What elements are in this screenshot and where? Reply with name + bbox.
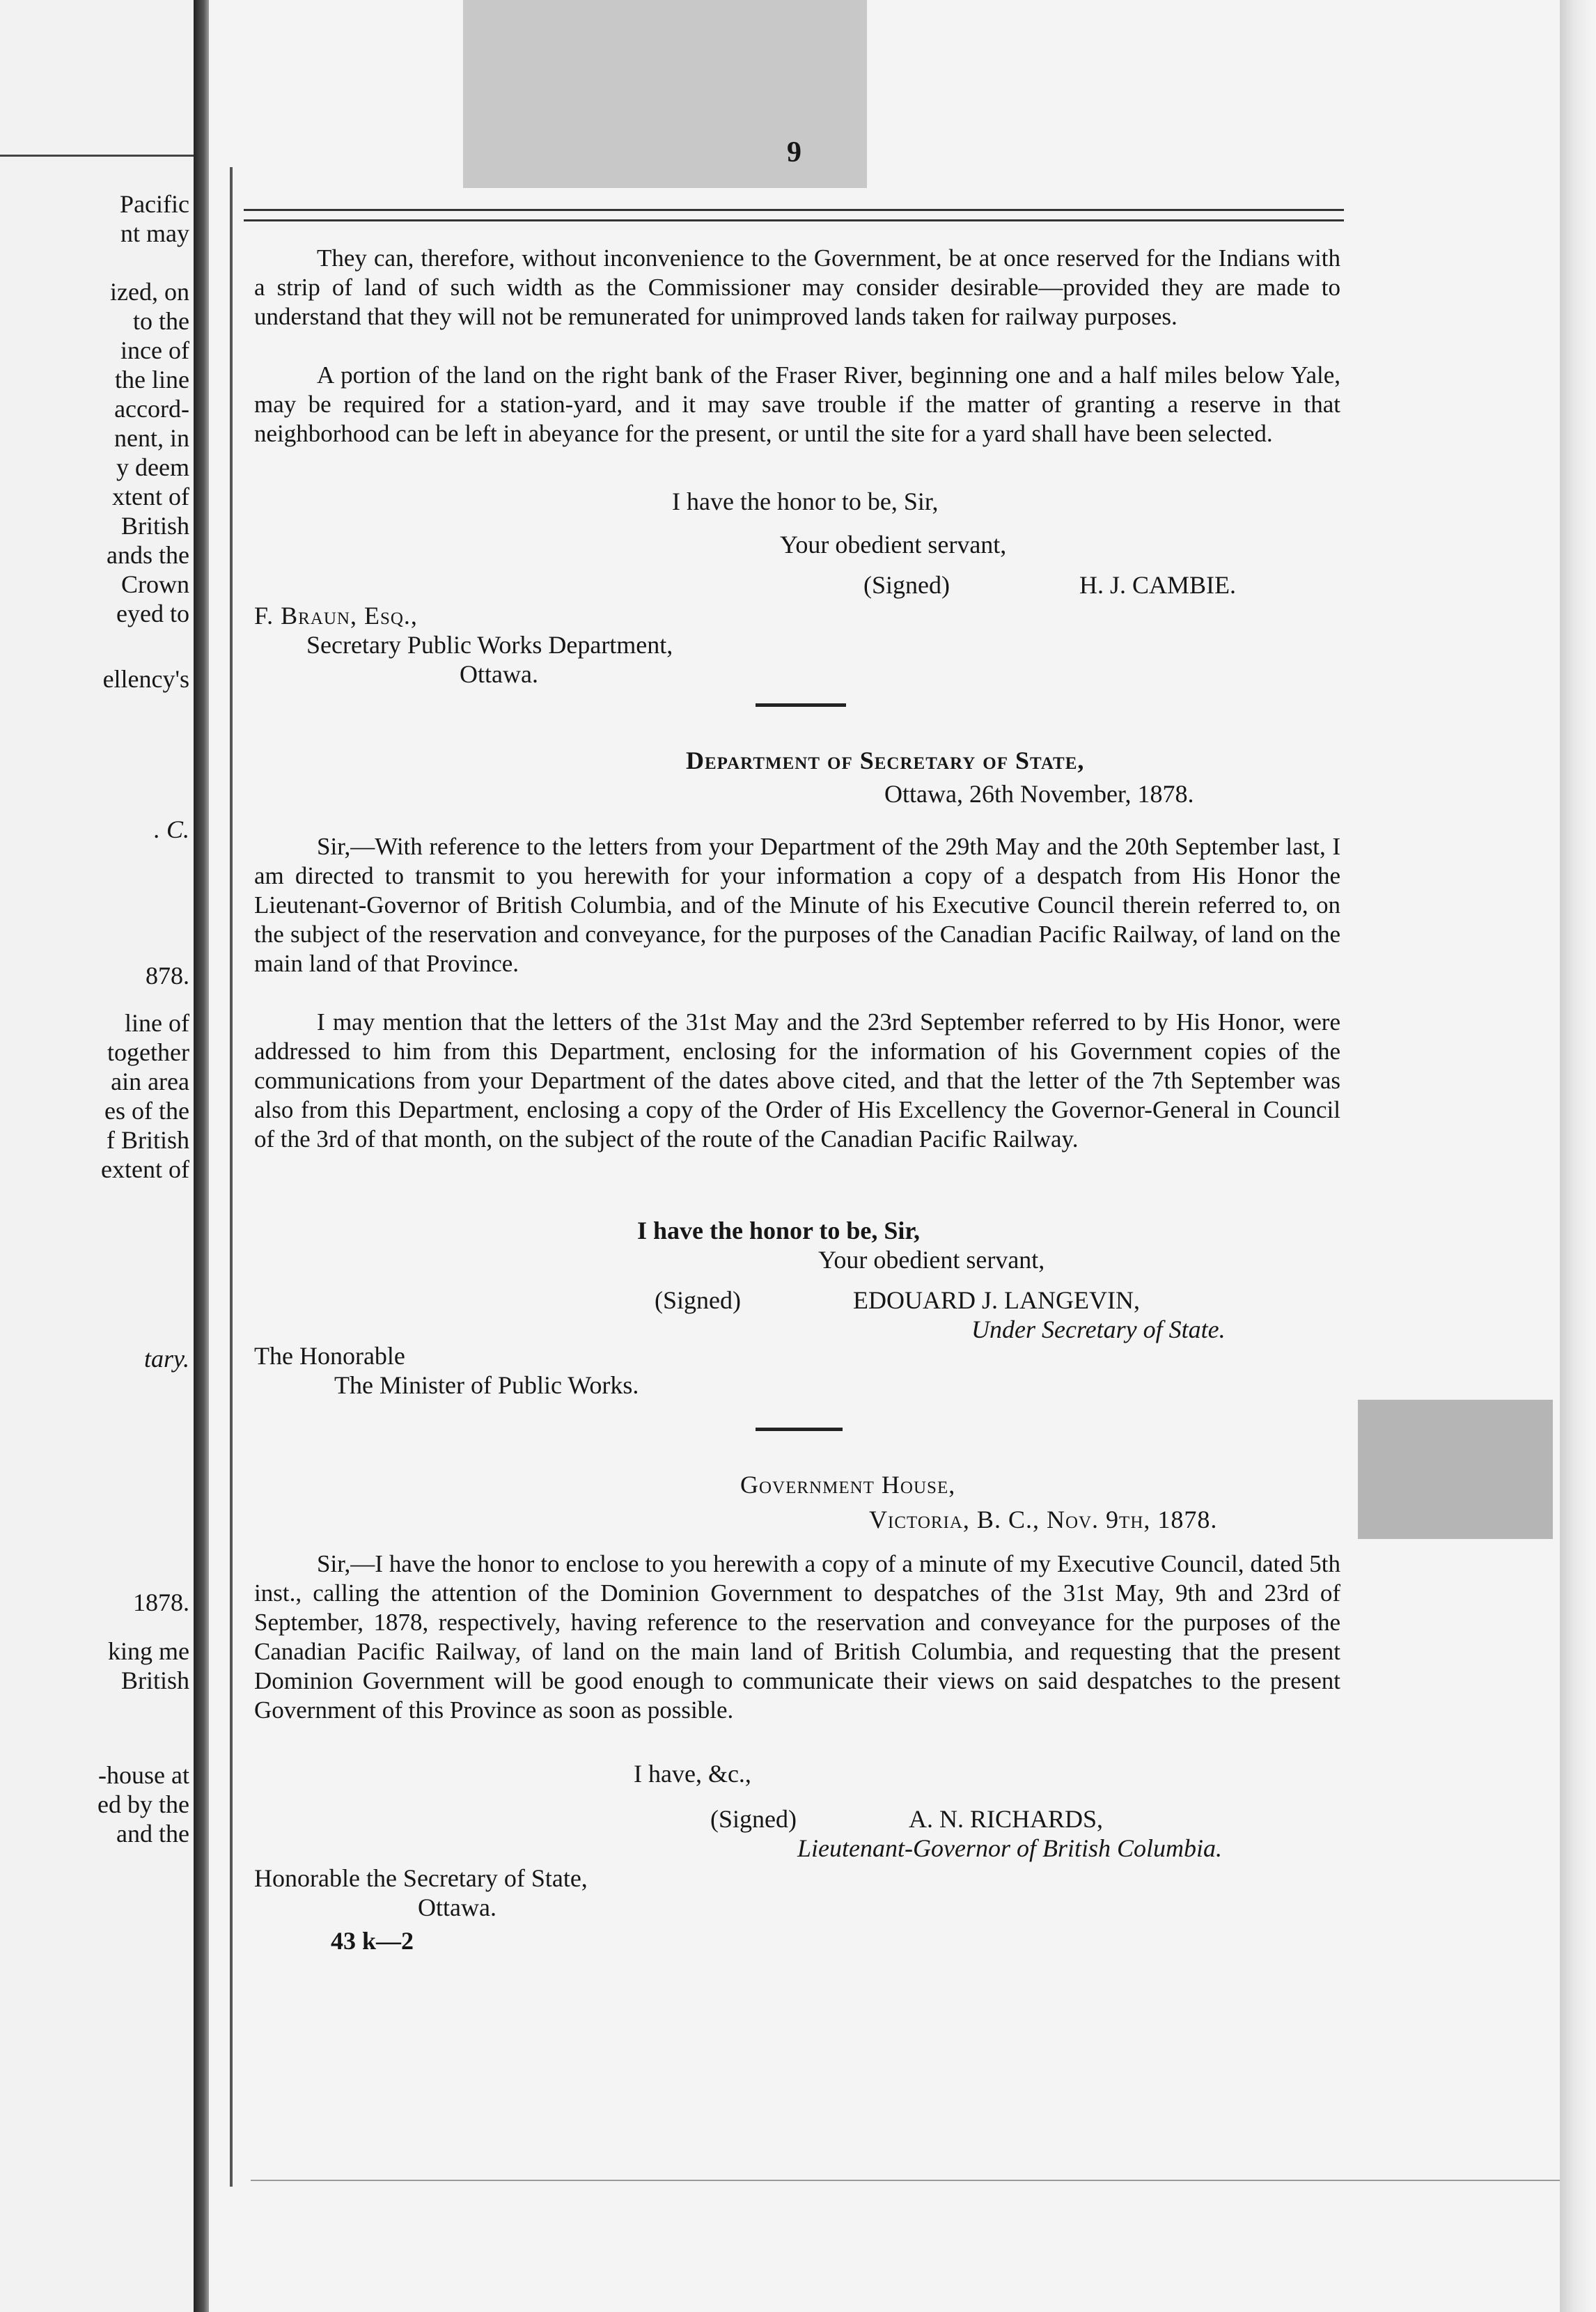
letter2-servant: Your obedient servant, [818, 1246, 1045, 1274]
binding-line [230, 167, 233, 2187]
signature-mark: 43 k—2 [331, 1927, 414, 1955]
adjacent-page-text: extent of [101, 1155, 189, 1183]
paper-stain-right [1358, 1400, 1553, 1539]
adjacent-page-text: 1878. [133, 1588, 189, 1616]
adjacent-page-text: . C. [153, 815, 189, 843]
letter1-closing: I have the honor to be, Sir, [672, 487, 939, 515]
section-divider-2 [756, 1428, 843, 1431]
adjacent-page-text: ized, on [110, 278, 189, 306]
letter3-addressee-1: Honorable the Secretary of State, [254, 1864, 588, 1892]
section-divider [756, 703, 846, 707]
adjacent-page-text: ince of [120, 336, 189, 364]
adjacent-page-text: xtent of [112, 483, 189, 510]
adjacent-page-text: king me [108, 1637, 189, 1665]
letter1-paragraph-2: A portion of the land on the right bank of the Fraser River, beginning one and a half miles below Yale, may be required for a station-yard, and it may save trouble if the matter of granting a reserve in that neighborhood can be left in abeyance for the present, or until the site for a yard shall have been selected. [254, 361, 1340, 447]
adjacent-page-text: British [120, 1666, 189, 1694]
letter1-addressee-name: F. Braun, Esq., [254, 602, 418, 630]
letter1-paragraph-1: They can, therefore, without inconvenience to the Government, be at once reserved for the Indians with a strip of land of such width as the Commissioner may consider desirable—provided they are made to understand that they will not be remunerated for unimproved lands taken for railway purposes. [254, 244, 1340, 330]
adjacent-page-text: line of [125, 1009, 189, 1037]
letter2-addressee-2: The Minister of Public Works. [334, 1371, 639, 1399]
adjacent-page-rule [0, 155, 195, 157]
adjacent-page-text: ands the [107, 541, 189, 569]
letter2-heading-department: Department of Secretary of State, [686, 747, 1085, 774]
letter3-closing: I have, &c., [634, 1760, 751, 1788]
adjacent-page-text: es of the [104, 1097, 189, 1125]
page-bottom-line [251, 2180, 1560, 2181]
letter3-signatory: A. N. RICHARDS, [909, 1805, 1104, 1833]
adjacent-page-text: -house at [98, 1761, 189, 1789]
adjacent-page-text: Pacific [120, 190, 189, 218]
adjacent-page-text: British [120, 512, 189, 540]
adjacent-page-text: Crown [121, 570, 189, 598]
adjacent-page-text: nent, in [114, 424, 189, 452]
adjacent-page-text: the line [115, 366, 189, 393]
letter3-addressee-2: Ottawa. [418, 1893, 496, 1921]
page-edge [1560, 0, 1596, 2312]
adjacent-page-text: accord- [114, 395, 189, 423]
letter2-paragraph-1: Sir,—With reference to the letters from your Department of the 29th May and the 20th September last, I am directed to transmit to you herewith for your information a copy of a despatch from His Honor the Lieutenant-Governor of British Columbia, and of the Minute of his Executive Council therein referred to, on the subject of the reservation and conveyance, for the purposes of the Canadian Pacific Railway, of land on the main land of that Province. [254, 833, 1340, 977]
letter2-paragraph-2: I may mention that the letters of the 31st May and the 23rd September referred to by His Honor, were addressed to him from this Department, enclosing for the information of his Government copies of the communications from your Department of the dates above cited, and that the letter of the 7th September was also from this Department, enclosing a copy of the Order of His Excellency the Governor-General in Council of the 3rd of that month, on the subject of the route of the Canadian Pacific Railway. [254, 1008, 1340, 1153]
letter2-title: Under Secretary of State. [971, 1315, 1226, 1343]
letter3-signed: (Signed) [710, 1805, 797, 1833]
letter3-paragraph-1: Sir,—I have the honor to enclose to you herewith a copy of a minute of my Executive Council, dated 5th inst., calling the attention of the Dominion Government to despatches of the 31st May, 9th and 23rd of September, 1878, respectively, having reference to the reservation and conveyance for the purposes of the Canadian Pacific Railway, of land on the main land of British Columbia, and requesting that the present Dominion Government will be good enough to communicate their views on said despatches to the present Government of this Province as soon as possible. [254, 1550, 1340, 1724]
adjacent-page-text: f British [106, 1126, 189, 1154]
letter1-addressee-title: Secretary Public Works Department, [306, 631, 673, 659]
adjacent-page-text: ellency's [102, 665, 189, 693]
letter1-addressee-place: Ottawa. [460, 660, 538, 688]
adjacent-page-text: nt may [120, 219, 189, 247]
adjacent-page-text: tary. [143, 1345, 189, 1373]
letter1-signed: (Signed) [863, 571, 950, 599]
paper-stain-top [463, 0, 867, 188]
adjacent-page-text: and the [116, 1820, 189, 1848]
document-page [209, 0, 1560, 2312]
letter2-addressee-1: The Honorable [254, 1342, 405, 1370]
letter2-heading-date: Ottawa, 26th November, 1878. [884, 780, 1194, 808]
adjacent-page-fragment [0, 0, 195, 2312]
letter3-title: Lieutenant-Governor of British Columbia. [797, 1834, 1222, 1862]
letter3-heading-place: Government House, [740, 1471, 956, 1499]
letter3-heading-date: Victoria, B. C., Nov. 9th, 1878. [869, 1506, 1218, 1533]
adjacent-page-text: together [107, 1038, 189, 1066]
letter1-servant: Your obedient servant, [780, 531, 1007, 559]
header-rule [244, 209, 1344, 221]
adjacent-page-text: to the [133, 307, 189, 335]
adjacent-page-text: 878. [146, 962, 189, 990]
letter2-signatory: EDOUARD J. LANGEVIN, [853, 1286, 1140, 1314]
adjacent-page-text: ed by the [97, 1790, 189, 1818]
letter2-closing: I have the honor to be, Sir, [637, 1217, 921, 1244]
adjacent-page-text: y deem [116, 453, 189, 481]
letter1-signatory: H. J. CAMBIE. [1079, 571, 1237, 599]
page-number: 9 [787, 136, 801, 169]
adjacent-page-text: eyed to [116, 600, 189, 627]
letter2-signed: (Signed) [655, 1286, 741, 1314]
adjacent-page-text: ain area [111, 1068, 189, 1095]
